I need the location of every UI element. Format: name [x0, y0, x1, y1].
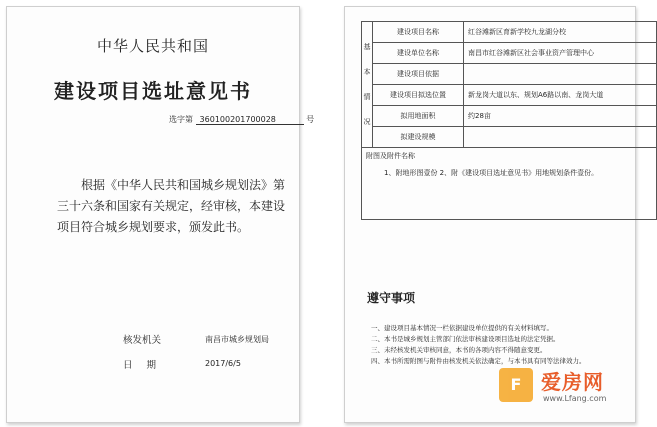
attachment-cell: [362, 148, 657, 220]
table-row: [362, 22, 657, 43]
table-row: [362, 64, 657, 85]
attachment-title: 附图及附件名称: [366, 152, 415, 160]
certificate-body-text: 根据《中华人民共和国城乡规划法》第三十六条和国家有关规定，经审核，本建设项目符合城乡规划要求，颁发此书。: [57, 178, 286, 234]
list-item: 四、本书所需附图与附件由核发机关依法确定，与本书具有同等法律效力。: [371, 357, 586, 365]
row-value: [464, 127, 657, 148]
project-details-page: [344, 6, 636, 423]
issuer-label: 核发机关: [123, 335, 162, 346]
site-watermark: [499, 364, 629, 414]
list-item: 二、本书是城乡规划主管部门依法审核建设项目选址的法定凭据。: [371, 335, 560, 343]
document-title: 建设项目选址意见书: [54, 79, 252, 103]
row-label: 建设项目拟选位置: [373, 85, 464, 106]
rules-list: [371, 323, 621, 367]
serial-number: 360100201700028: [196, 115, 304, 125]
issuer-value: 南昌市城乡规划局: [205, 335, 269, 344]
table-row: [362, 43, 657, 64]
serial-label: 选字第: [169, 115, 193, 124]
row-value: 约28亩: [464, 106, 657, 127]
project-info-table: [361, 21, 657, 220]
issuing-country: 中华人民共和国: [96, 37, 209, 55]
list-item: 一、建设项目基本情况一栏依据建设单位提供的有关材料填写。: [371, 324, 553, 332]
date-label: 日期: [123, 360, 171, 371]
row-label: 建设项目名称: [373, 22, 464, 43]
rules-heading: 遵守事项: [367, 291, 416, 305]
table-row: [362, 127, 657, 148]
row-value: [464, 64, 657, 85]
row-value: 南昌市红谷滩新区社会事业资产管理中心: [464, 43, 657, 64]
row-label: 拟建设规模: [373, 127, 464, 148]
table-row: [362, 85, 657, 106]
row-value: 红谷滩新区育新学校九龙湖分校: [464, 22, 657, 43]
row-value: 新龙岗大道以东、规划A6路以南、龙岗大道: [464, 85, 657, 106]
row-label: 拟用地面积: [373, 106, 464, 127]
brand-logo-icon: F: [499, 368, 533, 402]
watermark-brand: 爱房网: [541, 370, 604, 394]
serial-number-line: [169, 114, 314, 125]
certificate-cover-page: [6, 6, 315, 423]
date-value: 2017/6/5: [205, 359, 241, 368]
table-row: [362, 148, 657, 220]
attachment-text: 1、附地形图壹份 2、附《建设项目选址意见书》用地规划条件壹份。: [384, 169, 599, 177]
table-row: [362, 106, 657, 127]
list-item: 三、未经核发机关审核同意，本书的各项内容不得随意变更。: [371, 346, 547, 354]
watermark-url: www.Lfang.com: [543, 394, 607, 403]
basic-info-side-label: 基 本 情 况: [362, 22, 373, 148]
row-label: 建设项目依据: [373, 64, 464, 85]
row-label: 建设单位名称: [373, 43, 464, 64]
serial-suffix: 号: [306, 115, 315, 124]
